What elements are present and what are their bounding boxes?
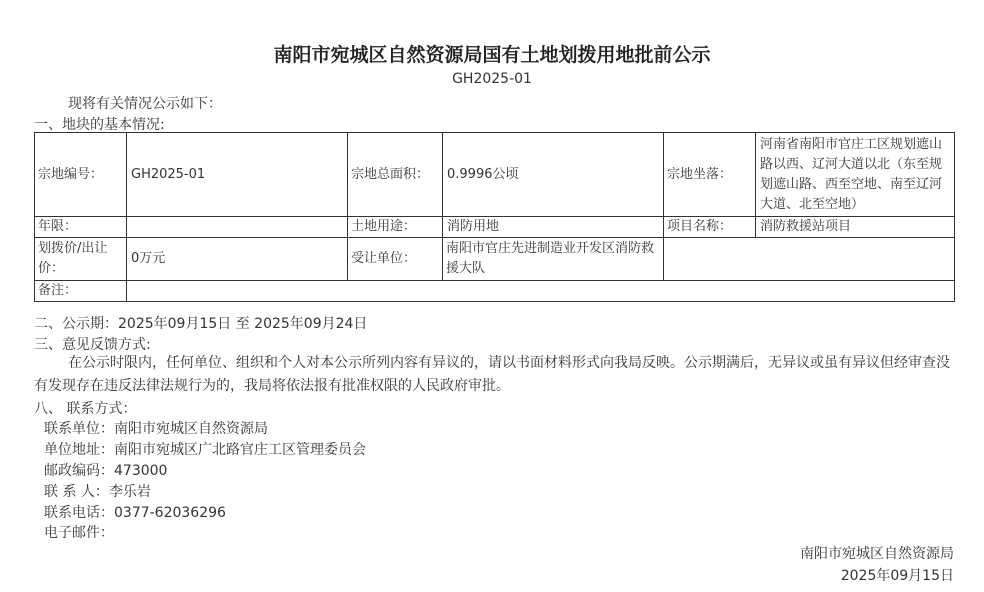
signature-org: 南阳市宛城区自然资源局 <box>800 546 954 562</box>
table-row <box>35 217 955 238</box>
label-project-name: 项目名称： <box>664 217 756 238</box>
contact-address: 单位地址：南阳市宛城区广北路官庄工区管理委员会 <box>44 442 366 458</box>
value-land-use: 消防用地 <box>443 217 664 238</box>
signature-date: 2025年09月15日 <box>840 568 954 584</box>
value-location: 河南省南阳市官庄工区规划遮山路以西、辽河大道以北（东至规划遮山路、西至空地、南至辽河大道、北至空地） <box>756 133 955 217</box>
land-info-table <box>34 132 955 302</box>
value-term <box>127 217 348 238</box>
contact-phone: 联系电话：0377-62036296 <box>44 505 226 521</box>
feedback-paragraph: 在公示时限内，任何单位、组织和个人对本公示所列内容有异议的，请以书面材料形式向我局反映。公示期满后，无异议或虽有异议但经审查没有发现存在违反法律法规行为的，我局将依法报有批准权限的人民政府审批。 <box>34 355 950 394</box>
section-heading-2: 二、公示期：2025年09月15日 至 2025年09月24日 <box>34 316 368 332</box>
document-number: GH2025-01 <box>452 71 532 87</box>
table-row <box>35 238 955 281</box>
label-price: 划拨价/出让价： <box>35 238 127 281</box>
label-total-area: 宗地总面积： <box>348 133 443 217</box>
intro-text: 现将有关情况公示如下： <box>68 96 222 112</box>
label-parcel-id: 宗地编号： <box>35 133 127 217</box>
page-title: 南阳市宛城区自然资源局国有土地划拨用地批前公示 <box>273 44 711 66</box>
section-heading-8: 八、 联系方式： <box>34 401 137 417</box>
contact-postcode: 邮政编码：473000 <box>44 463 168 479</box>
contact-unit: 联系单位：南阳市宛城区自然资源局 <box>44 421 268 437</box>
label-remarks: 备注： <box>35 281 127 302</box>
table-row <box>35 133 955 217</box>
value-remarks <box>127 281 955 302</box>
section-heading-1: 一、地块的基本情况: <box>34 117 165 133</box>
table-row <box>35 281 955 302</box>
value-price: 0万元 <box>127 238 348 281</box>
section-heading-3: 三、意见反馈方式: <box>34 337 151 353</box>
value-total-area: 0.9996公顷 <box>443 133 664 217</box>
label-location: 宗地坐落： <box>664 133 756 217</box>
contact-person: 联 系 人：李乐岩 <box>44 484 151 500</box>
empty-cell <box>664 238 955 281</box>
contact-email: 电子邮件： <box>44 525 114 541</box>
label-grantee: 受让单位： <box>348 238 443 281</box>
label-term: 年限： <box>35 217 127 238</box>
label-land-use: 土地用途： <box>348 217 443 238</box>
value-parcel-id: GH2025-01 <box>127 133 348 217</box>
value-project-name: 消防救援站项目 <box>756 217 955 238</box>
value-grantee: 南阳市官庄先进制造业开发区消防救援大队 <box>443 238 664 281</box>
